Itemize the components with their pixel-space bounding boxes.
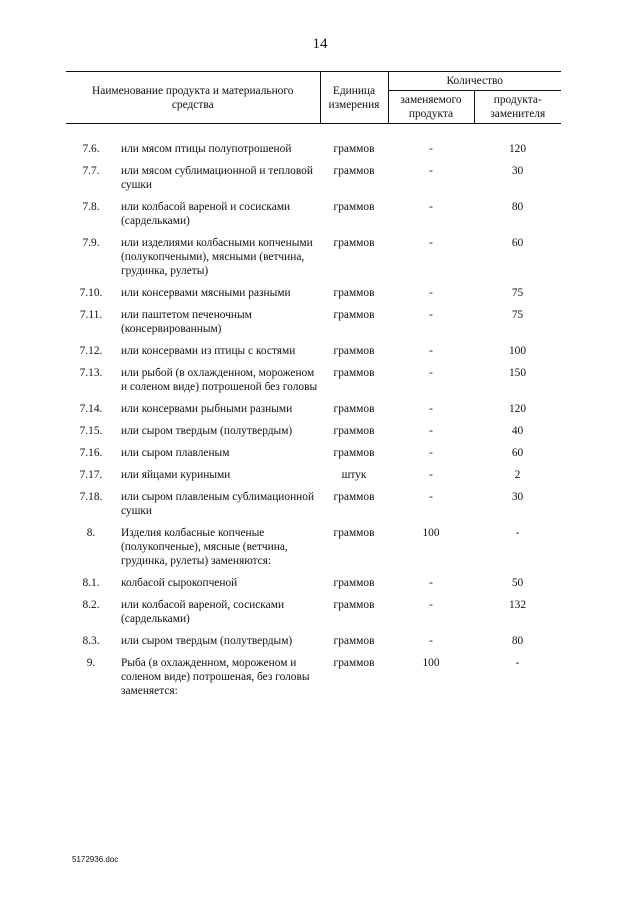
- table-row: [66, 286, 561, 308]
- row-replaced-qty: -: [429, 143, 433, 155]
- row-unit: граммов: [333, 143, 375, 155]
- table-row: [66, 576, 561, 598]
- row-replaced-qty: -: [429, 577, 433, 589]
- table-row: [66, 656, 561, 706]
- row-unit: граммов: [333, 309, 375, 321]
- row-unit: граммов: [333, 345, 375, 357]
- row-number: 7.9.: [82, 237, 100, 249]
- row-product-name: или яйцами куриными: [121, 469, 231, 481]
- table-row: [66, 598, 561, 634]
- row-product-name: Рыба (в охлажденном, мороженом и соленом виде) потрошеная, без головы заменяется:: [121, 657, 310, 697]
- row-number: 7.6.: [82, 143, 100, 155]
- row-product-name: или консервами мясными разными: [121, 287, 291, 299]
- table-row: [66, 634, 561, 656]
- row-number: 7.15.: [79, 425, 103, 437]
- row-product-name: или сыром твердым (полутвердым): [121, 635, 293, 647]
- row-replaced-qty: -: [429, 447, 433, 459]
- row-number: 8.: [86, 527, 96, 539]
- page-number: 14: [312, 36, 328, 52]
- table-row: [66, 468, 561, 490]
- row-replaced-qty: -: [429, 469, 433, 481]
- row-unit: штук: [341, 469, 367, 481]
- row-product-name: или консервами из птицы с костями: [121, 345, 296, 357]
- row-substitute-qty: 80: [511, 635, 524, 647]
- row-number: 7.14.: [79, 403, 103, 415]
- row-product-name: или рыбой (в охлажденном, мороженом и соленом виде) потрошеной без головы: [121, 367, 318, 393]
- table-header: [66, 72, 561, 124]
- row-product-name: или консервами рыбными разными: [121, 403, 293, 415]
- header-unit: Единица измерения: [320, 72, 388, 124]
- row-number: 7.10.: [79, 287, 103, 299]
- row-number: 7.18.: [79, 491, 103, 503]
- row-substitute-qty: 75: [511, 309, 524, 321]
- table-row: [66, 402, 561, 424]
- row-number: 9.: [86, 657, 96, 669]
- table-row: [66, 344, 561, 366]
- row-substitute-qty: 50: [511, 577, 524, 589]
- row-substitute-qty: 120: [508, 403, 527, 415]
- row-substitute-qty: -: [515, 527, 520, 539]
- row-product-name: или колбасой вареной, сосисками (сардельками): [121, 599, 285, 625]
- row-number: 7.16.: [79, 447, 103, 459]
- header-replaced: заменяемого продукта: [388, 91, 474, 124]
- row-unit: граммов: [333, 527, 375, 539]
- header-quantity: Количество: [388, 72, 561, 91]
- table-row: [66, 490, 561, 526]
- row-number: 8.1.: [82, 577, 100, 589]
- row-substitute-qty: 150: [508, 367, 527, 379]
- row-unit: граммов: [333, 287, 375, 299]
- row-unit: граммов: [333, 577, 375, 589]
- row-number: 7.12.: [79, 345, 103, 357]
- row-number: 8.2.: [82, 599, 100, 611]
- row-unit: граммов: [333, 599, 375, 611]
- table-row: [66, 124, 561, 165]
- row-number: 7.17.: [79, 469, 103, 481]
- row-replaced-qty: -: [429, 201, 433, 213]
- row-replaced-qty: -: [429, 345, 433, 357]
- file-name-footer: 5172936.doc: [72, 855, 119, 864]
- row-replaced-qty: -: [429, 425, 433, 437]
- row-replaced-qty: -: [429, 367, 433, 379]
- row-number: 7.8.: [82, 201, 100, 213]
- row-unit: граммов: [333, 491, 375, 503]
- row-replaced-qty: -: [429, 599, 433, 611]
- row-replaced-qty: -: [429, 635, 433, 647]
- row-substitute-qty: 132: [508, 599, 527, 611]
- row-product-name: или сыром плавленым: [121, 447, 230, 459]
- table-row: [66, 308, 561, 344]
- row-replaced-qty: 100: [422, 527, 440, 539]
- row-product-name: или сыром твердым (полутвердым): [121, 425, 293, 437]
- row-product-name: колбасой сырокопченой: [121, 577, 238, 589]
- row-substitute-qty: -: [515, 657, 520, 669]
- row-number: 8.3.: [82, 635, 100, 647]
- row-number: 7.7.: [82, 165, 100, 177]
- table-row: [66, 446, 561, 468]
- table-row: [66, 424, 561, 446]
- row-product-name: или мясом птицы полупотрошеной: [121, 143, 292, 155]
- row-product-name: или сыром плавленым сублимационной сушки: [121, 491, 315, 517]
- header-name: Наименование продукта и материального средства: [66, 72, 320, 124]
- row-substitute-qty: 60: [511, 447, 524, 459]
- row-replaced-qty: -: [429, 403, 433, 415]
- row-product-name: или изделиями колбасными копчеными (полукопчеными), мясными (ветчина, грудинка, рулеты): [121, 237, 313, 277]
- row-product-name: или паштетом печеночным (консервированным): [121, 309, 252, 335]
- table-row: [66, 236, 561, 286]
- row-substitute-qty: 40: [511, 425, 524, 437]
- row-unit: граммов: [333, 635, 375, 647]
- row-product-name: Изделия колбасные копченые (полукопченые), мясные (ветчина, грудинка, рулеты) заменяются:: [121, 527, 288, 567]
- table-row: [66, 366, 561, 402]
- row-replaced-qty: -: [429, 491, 433, 503]
- row-replaced-qty: -: [429, 287, 433, 299]
- row-unit: граммов: [333, 165, 375, 177]
- row-replaced-qty: -: [429, 165, 433, 177]
- row-number: 7.11.: [79, 309, 103, 321]
- table-row: [66, 526, 561, 576]
- table-row: [66, 200, 561, 236]
- row-replaced-qty: -: [429, 237, 433, 249]
- row-unit: граммов: [333, 657, 375, 669]
- row-substitute-qty: 75: [511, 287, 524, 299]
- row-unit: граммов: [333, 201, 375, 213]
- row-unit: граммов: [333, 237, 375, 249]
- row-product-name: или колбасой вареной и сосисками (сардельками): [121, 201, 291, 227]
- row-unit: граммов: [333, 447, 375, 459]
- table-row: [66, 164, 561, 200]
- row-number: 7.13.: [79, 367, 103, 379]
- row-unit: граммов: [333, 367, 375, 379]
- table-body: [66, 124, 561, 707]
- row-substitute-qty: 30: [511, 165, 524, 177]
- row-substitute-qty: 120: [508, 143, 527, 155]
- row-unit: граммов: [333, 403, 375, 415]
- row-replaced-qty: -: [429, 309, 433, 321]
- substitution-table-container: [66, 71, 561, 706]
- row-substitute-qty: 2: [514, 469, 521, 481]
- row-substitute-qty: 60: [511, 237, 524, 249]
- row-replaced-qty: 100: [422, 657, 440, 669]
- row-substitute-qty: 100: [508, 345, 527, 357]
- row-substitute-qty: 80: [511, 201, 524, 213]
- row-product-name: или мясом сублимационной и тепловой сушки: [121, 165, 313, 191]
- row-substitute-qty: 30: [511, 491, 524, 503]
- row-unit: граммов: [333, 425, 375, 437]
- header-substitute: продукта-заменителя: [474, 91, 561, 124]
- substitution-table: [66, 71, 561, 706]
